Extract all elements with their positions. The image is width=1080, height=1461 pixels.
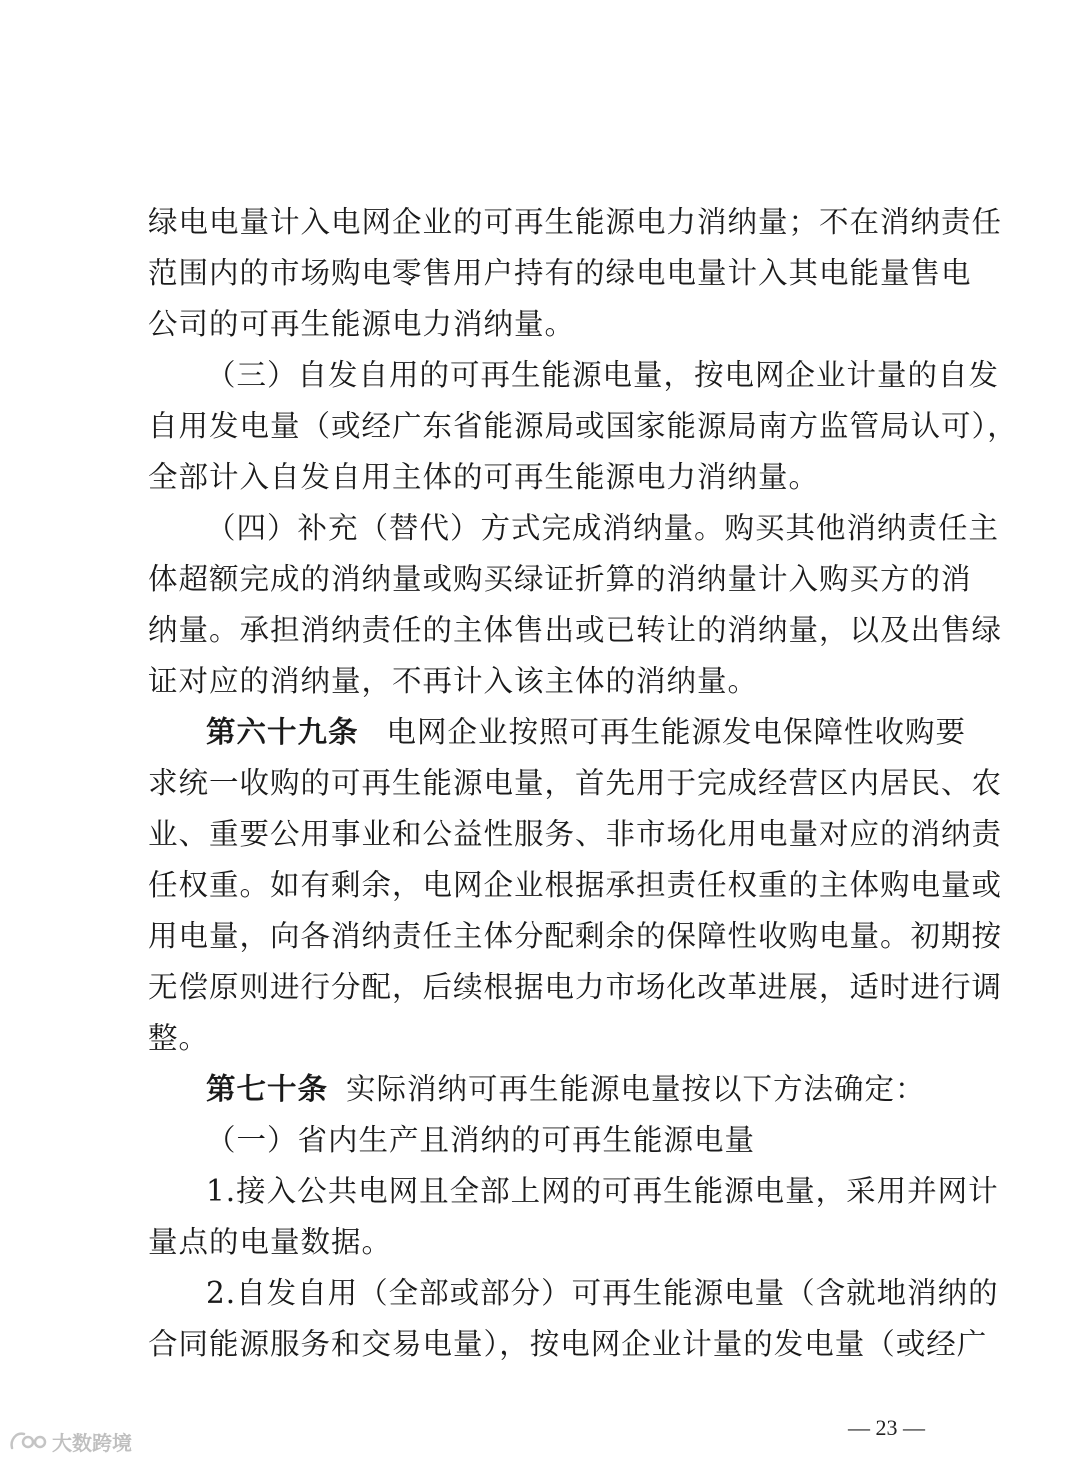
text-line: （四）补充（替代）方式完成消纳量。购买其他消纳责任主: [206, 511, 1000, 545]
text-line: 整。: [148, 1021, 210, 1055]
text-line: 公司的可再生能源电力消纳量。: [148, 307, 576, 341]
text-line: 无偿原则进行分配，后续根据电力市场化改革进展，适时进行调: [148, 970, 1003, 1004]
page-number: — 23 —: [848, 1415, 925, 1440]
text-line: 范围内的市场购电零售用户持有的绿电电量计入其电能量售电: [148, 256, 972, 290]
text-span: 电网企业按照可再生能源发电保障性收购要: [386, 715, 967, 749]
text-line: 纳量。承担消纳责任的主体售出或已转让的消纳量，以及出售绿: [148, 613, 1003, 647]
text-line: 绿电电量计入电网企业的可再生能源电力消纳量；不在消纳责任: [148, 205, 1003, 239]
article-heading: 第六十九条: [206, 715, 359, 749]
watermark-text: 大数跨境: [52, 1430, 132, 1455]
text-line: 2.自发自用（全部或部分）可再生能源电量（含就地消纳的: [206, 1276, 999, 1310]
text-line: 求统一收购的可再生能源电量，首先用于完成经营区内居民、农: [148, 766, 1003, 800]
text-line: 业、重要公用事业和公益性服务、非市场化用电量对应的消纳责: [148, 817, 1003, 851]
text-line: 量点的电量数据。: [148, 1225, 393, 1259]
text-line: 合同能源服务和交易电量），按电网企业计量的发电量（或经广: [148, 1327, 988, 1361]
text-line: 全部计入自发自用主体的可再生能源电力消纳量。: [148, 460, 820, 494]
article-70-first-line: [206, 1063, 948, 1115]
text-line: 任权重。如有剩余，电网企业根据承担责任权重的主体购电量或: [148, 868, 1003, 902]
watermark: [8, 1424, 132, 1458]
article-69-first-line: [206, 706, 967, 758]
text-line: （三）自发自用的可再生能源电量，按电网企业计量的自发: [206, 358, 1000, 392]
text-line: 1.接入公共电网且全部上网的可再生能源电量，采用并网计: [206, 1174, 999, 1208]
text-line: 证对应的消纳量，不再计入该主体的消纳量。: [148, 664, 759, 698]
text-line: 用电量，向各消纳责任主体分配剩余的保障性收购电量。初期按: [148, 919, 1003, 953]
brand-logo-icon: [8, 1428, 48, 1454]
article-heading: 第七十条: [206, 1072, 329, 1106]
text-span: 实际消纳可再生能源电量按以下方法确定：: [346, 1072, 926, 1106]
text-line: 体超额完成的消纳量或购买绿证折算的消纳量计入购买方的消: [148, 562, 972, 596]
text-line: 自用发电量（或经广东省能源局或国家能源局南方监管局认可），: [148, 409, 1018, 443]
text-line: （一）省内生产且消纳的可再生能源电量: [206, 1123, 756, 1157]
